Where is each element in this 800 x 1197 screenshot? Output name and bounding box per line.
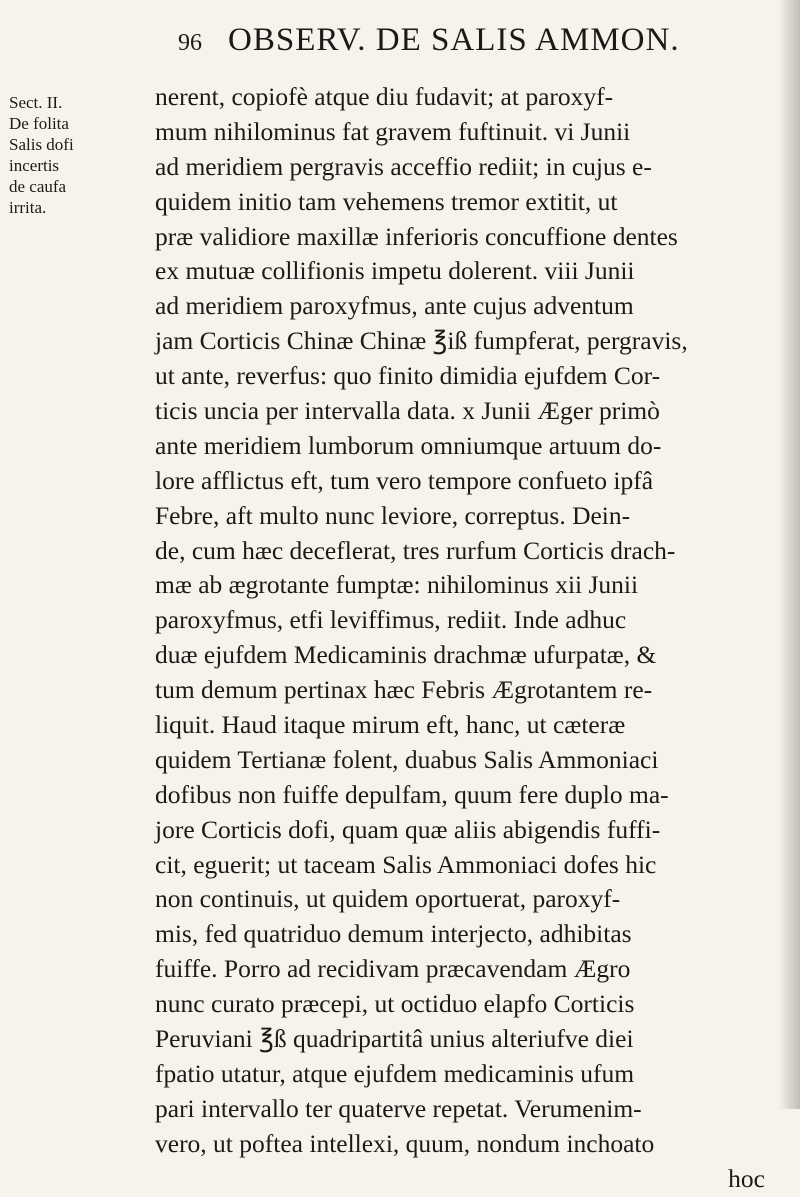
margin-note-line: incertis: [9, 156, 60, 175]
text-line: liquit. Haud itaque mirum eft, hanc, ut cæteræ: [155, 710, 626, 740]
text-line: duæ ejufdem Medicaminis drachmæ ufurpatæ, &: [155, 640, 657, 670]
text-line: fpatio utatur, atque ejufdem medicaminis ufum: [155, 1058, 635, 1088]
margin-note-line: de caufa: [9, 177, 67, 196]
text-line: vero, ut poftea intellexi, quum, nondum inchoato: [155, 1128, 655, 1158]
text-line: nerent, copiofè atque diu fudavit; at paroxyf-: [155, 82, 614, 111]
text-line: ut ante, reverfus: quo finito dimidia ejufdem Cor-: [155, 361, 661, 391]
text-line: non continuis, ut quidem oportuerat, paroxyf-: [155, 884, 621, 914]
margin-note-line: irrita.: [9, 198, 47, 217]
text-line: ante meridiem lumborum omniumque artuum do-: [155, 430, 662, 460]
text-line: quidem Tertianæ folent, duabus Salis Ammoniaci: [155, 744, 659, 774]
text-line: pari intervallo ter quaterve repetat. Verumenim-: [155, 1093, 642, 1123]
text-line: ticis uncia per intervalla data. x Junii Æger primò: [155, 396, 660, 426]
margin-note: [9, 92, 89, 218]
running-head: OBSERV. DE SALIS AMMON.: [228, 22, 680, 58]
margin-note-line: Sect. II.: [9, 93, 63, 112]
body-text: [155, 80, 785, 1197]
catchword: hoc: [728, 1163, 765, 1193]
text-line: dofibus non fuiffe depulfam, quum fere duplo ma-: [155, 779, 669, 809]
page-number: 96: [178, 30, 202, 56]
text-line: quidem initio tam vehemens tremor extitit, ut: [155, 186, 618, 216]
text-line: nunc curato præcepi, ut octiduo elapfo Corticis: [155, 989, 635, 1019]
text-line: de, cum hæc deceflerat, tres rurfum Corticis drach-: [155, 535, 676, 565]
text-line: fuiffe. Porro ad recidivam præcavendam Ægro: [155, 954, 631, 984]
text-line: ad meridiem paroxyfmus, ante cujus adventum: [155, 291, 634, 321]
margin-note-line: De folita: [9, 114, 69, 133]
text-line: ex mutuæ collifionis impetu dolerent. viii Junii: [155, 256, 635, 286]
text-line: cit, eguerit; ut taceam Salis Ammoniaci dofes hic: [155, 849, 657, 879]
text-line: ad meridiem pergravis acceffio rediit; in cujus e-: [155, 151, 652, 181]
text-line: Peruviani ℥ß quadripartitâ unius alteriufve diei: [155, 1024, 634, 1054]
text-line: mum nihilominus fat gravem fuftinuit. vi Junii: [155, 116, 631, 146]
text-line: mis, fed quatriduo demum interjecto, adhibitas: [155, 919, 632, 949]
page-header: [178, 22, 680, 72]
text-line: paroxyfmus, etfi leviffimus, rediit. Inde adhuc: [155, 605, 627, 635]
margin-note-line: Salis dofi: [9, 135, 74, 154]
text-line: lore afflictus eft, tum vero tempore confueto ipfâ: [155, 465, 654, 495]
text-line: jam Corticis Chinæ Chinæ ℥iß fumpferat, pergravis,: [155, 326, 688, 356]
text-line: mæ ab ægrotante fumptæ: nihilominus xii Junii: [155, 570, 639, 600]
text-line: præ validiore maxillæ inferioris concuffione dentes: [155, 221, 678, 251]
text-line: jore Corticis dofi, quam quæ aliis abigendis fuffi-: [155, 814, 661, 844]
text-line: Febre, aft multo nunc leviore, correptus. Dein-: [155, 500, 631, 530]
text-line: tum demum pertinax hæc Febris Ægrotantem re-: [155, 675, 653, 705]
